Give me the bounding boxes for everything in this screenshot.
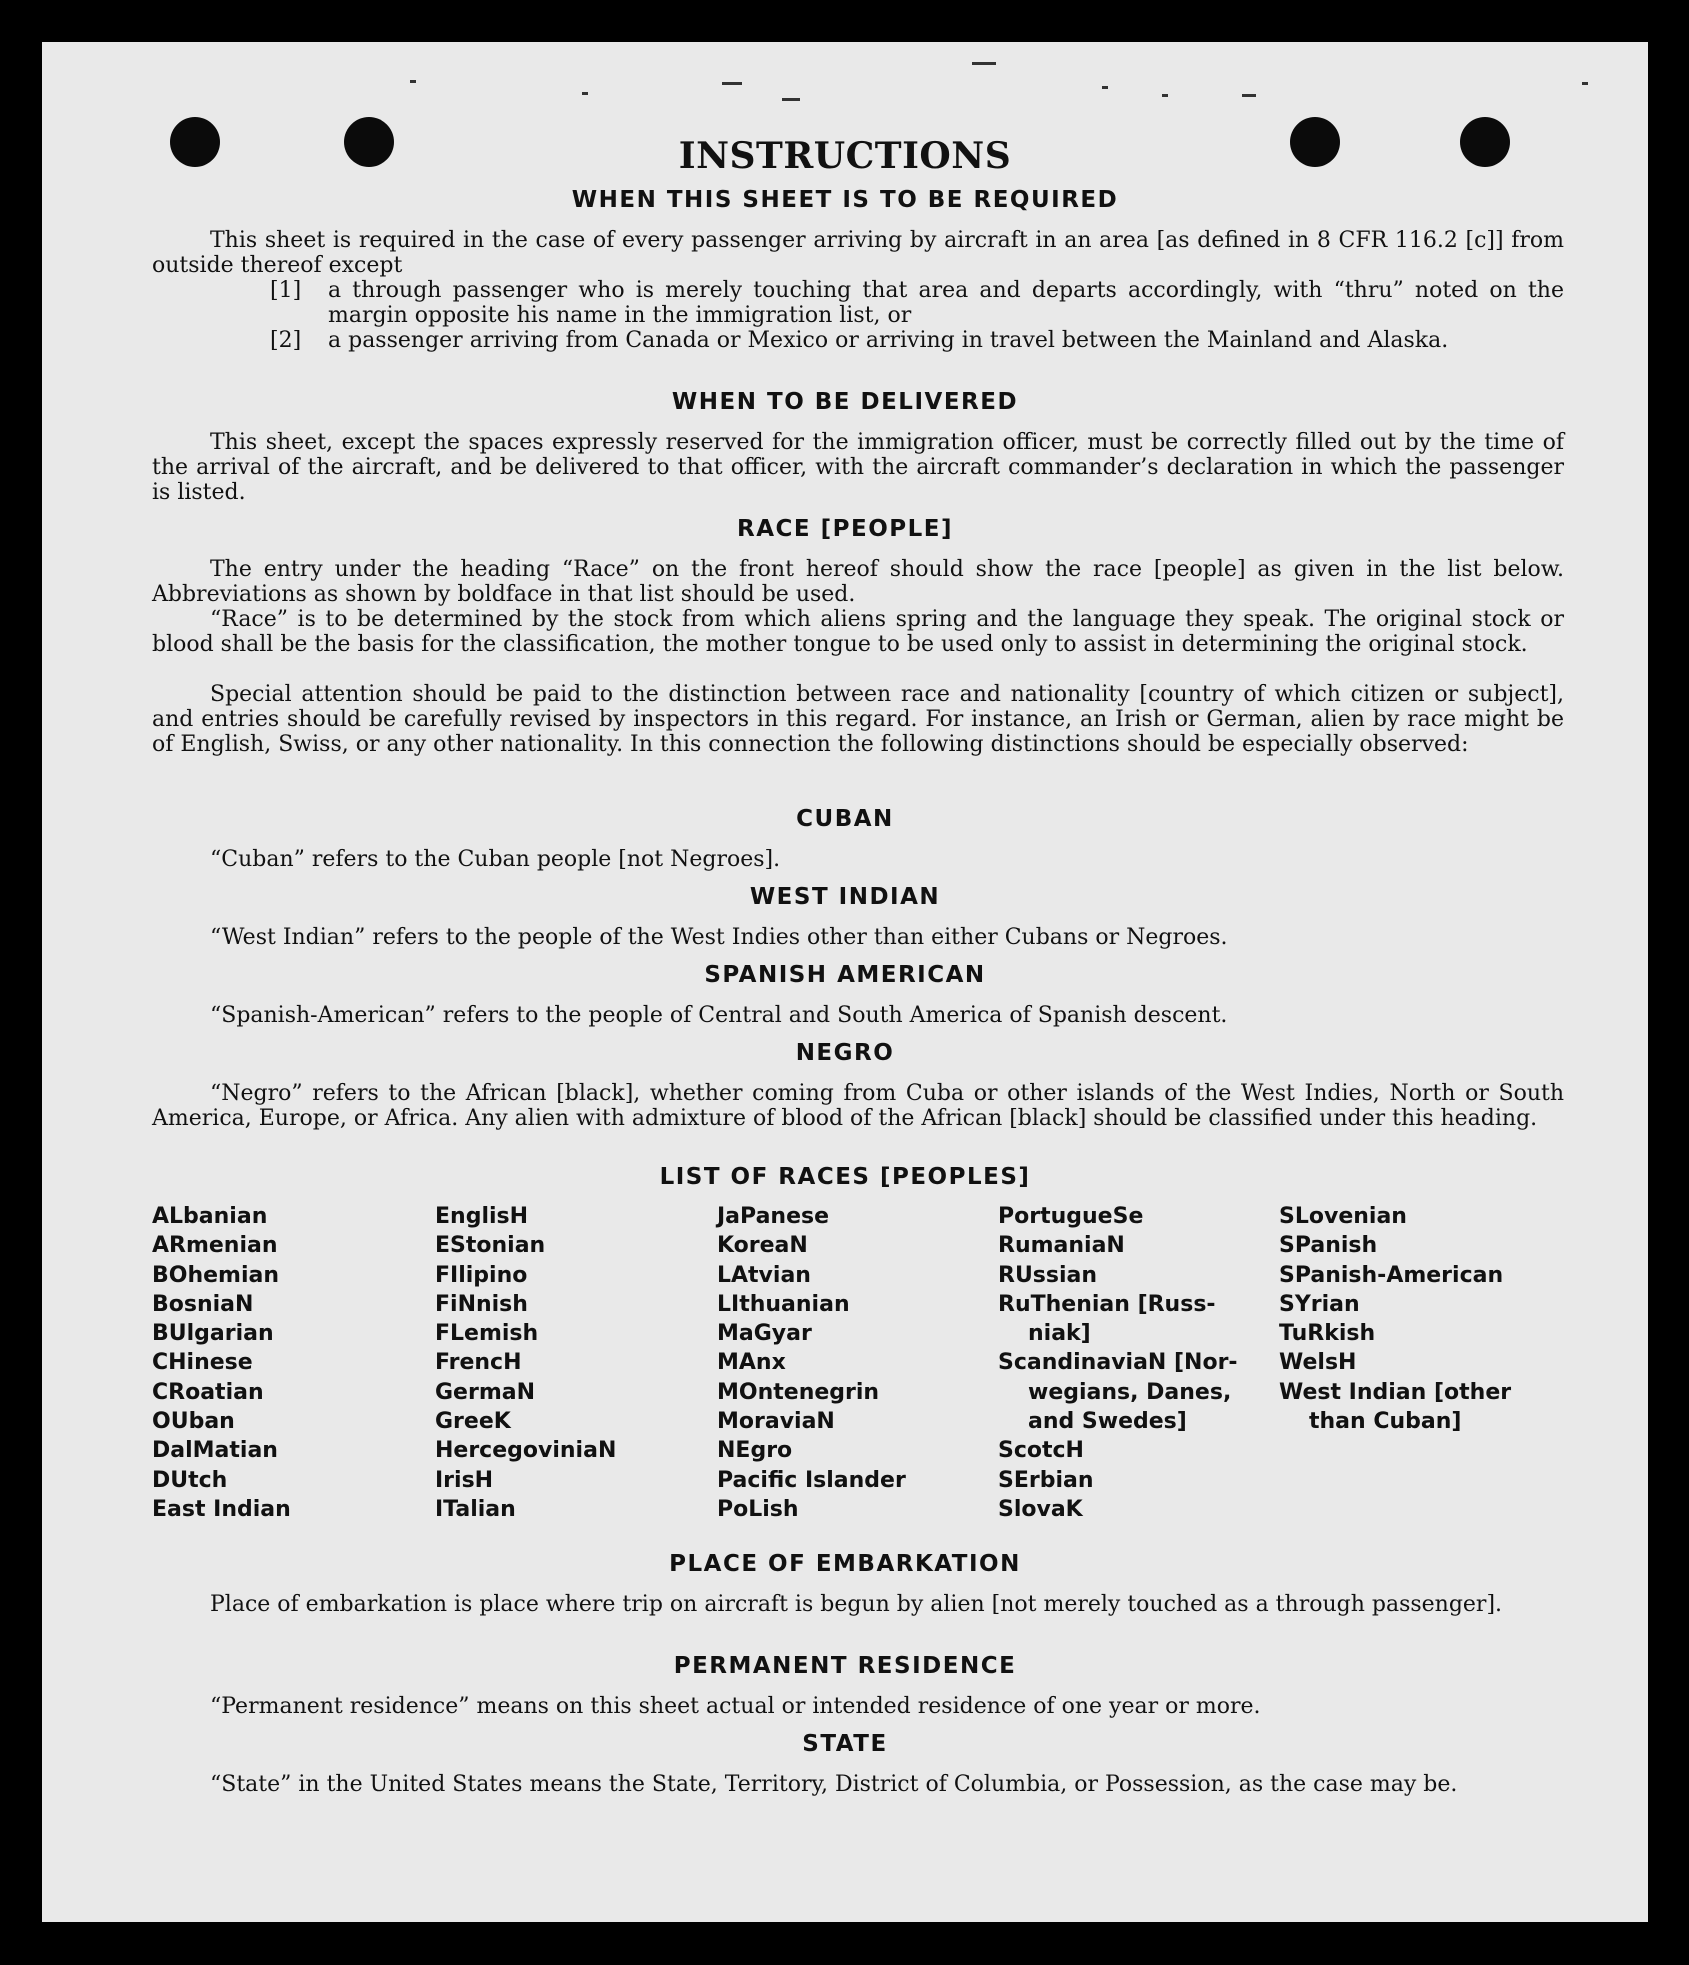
race-entry: West Indian [other — [1279, 1379, 1512, 1405]
race-entry: EStonian — [435, 1233, 546, 1259]
race-paragraph-2: “Race” is to be determined by the stock from which aliens spring and the language they speak. The original stock or blood shall be the basis for the classification, the mother tongue to be used only to assist in determining the original stock. — [152, 607, 1564, 657]
heading-negro: NEGRO — [795, 1040, 895, 1066]
race-entry: GermaN — [435, 1379, 536, 1405]
document-page — [42, 42, 1648, 1922]
race-entry: RuThenian [Russ- — [998, 1291, 1216, 1317]
required-intro: This sheet is required in the case of every passenger arriving by aircraft in an area [as defined in 8 CFR 116.2 [c]] from outside thereof except — [152, 228, 1564, 278]
negro-text: “Negro” refers to the African [black], whether coming from Cuba or other islands of the West Indies, North or South America, Europe, or Africa. Any alien with admixture of blood of the African [black] should be classified under this heading. — [152, 1081, 1564, 1131]
race-entry: FiNnish — [435, 1291, 528, 1317]
race-column — [1279, 1202, 1511, 1436]
cuban-text: “Cuban” refers to the Cuban people [not Negroes]. — [210, 847, 781, 872]
heading-state: STATE — [802, 1731, 888, 1757]
heading-required: WHEN THIS SHEET IS TO BE REQUIRED — [571, 187, 1119, 213]
race-entry: than Cuban] — [1309, 1409, 1462, 1435]
heading-delivered: WHEN TO BE DELIVERED — [671, 389, 1019, 415]
race-entry: CRoatian — [152, 1379, 264, 1405]
race-entry: BosniaN — [152, 1291, 254, 1317]
race-entry: RumaniaN — [998, 1233, 1125, 1259]
race-entry: TuRkish — [1279, 1321, 1376, 1347]
west-indian-text: “West Indian” refers to the people of the West Indies other than either Cubans or Negroes. — [210, 925, 1228, 950]
race-entry: ARmenian — [152, 1233, 278, 1259]
race-entry: RUssian — [998, 1262, 1098, 1288]
race-entry: LIthuanian — [717, 1291, 850, 1317]
race-column — [152, 1202, 291, 1524]
race-entry: WelsH — [1279, 1350, 1357, 1376]
heading-race: RACE [PEOPLE] — [737, 516, 953, 542]
race-column — [998, 1202, 1238, 1524]
spanish-american-text: “Spanish-American” refers to the people of Central and South America of Spanish descent. — [210, 1003, 1228, 1028]
race-entry: ScotcH — [998, 1438, 1084, 1464]
race-entry: PortugueSe — [998, 1204, 1144, 1229]
race-entry: and Swedes] — [1028, 1409, 1187, 1435]
race-entry: PoLish — [717, 1496, 799, 1522]
race-entry: BOhemian — [152, 1262, 280, 1288]
heading-spanish-american: SPANISH AMERICAN — [704, 962, 986, 988]
embarkation-text: Place of embarkation is place where trip on aircraft is begun by alien [not merely touched as a through passenger]. — [210, 1592, 1503, 1617]
delivered-text: This sheet, except the spaces expressly reserved for the immigration officer, must be correctly filled out by the time of the arrival of the aircraft, and be delivered to that officer, with the aircraft commander’s declaration in which the passenger is listed. — [152, 430, 1564, 505]
page-title: INSTRUCTIONS — [678, 135, 1012, 177]
race-entry: DUtch — [152, 1467, 228, 1493]
race-entry: SYrian — [1279, 1291, 1360, 1317]
speck — [410, 80, 416, 83]
speck — [1162, 94, 1168, 97]
race-column — [435, 1202, 616, 1524]
race-entry: GreeK — [435, 1409, 511, 1435]
heading-cuban: CUBAN — [796, 806, 894, 832]
race-entry: SErbian — [998, 1467, 1094, 1493]
race-entry: NEgro — [717, 1438, 793, 1464]
required-item — [270, 278, 1564, 328]
item-text: a through passenger who is merely touching that area and departs accordingly, with “thru” noted on the margin opposite his name in the immigration list, or — [328, 278, 1564, 328]
speck — [972, 62, 996, 65]
speck — [1242, 94, 1256, 97]
speck — [582, 92, 588, 95]
race-paragraph-3: Special attention should be paid to the distinction between race and nationality [country of which citizen or subject], and entries should be carefully revised by inspectors in this regard. For instance, an Irish or German, alien by race might be of English, Swiss, or any other nationality. In this connection the following distinctions should be especially observed: — [152, 682, 1564, 757]
race-entry: niak] — [1028, 1321, 1091, 1347]
race-entry: MoraviaN — [717, 1409, 835, 1435]
race-entry: ITalian — [435, 1496, 516, 1522]
heading-list-of-races: LIST OF RACES [PEOPLES] — [659, 1164, 1031, 1190]
race-entry: Pacific Islander — [717, 1467, 906, 1493]
heading-embarkation: PLACE OF EMBARKATION — [669, 1551, 1021, 1577]
race-entry: wegians, Danes, — [1028, 1379, 1232, 1405]
race-entry: ALbanian — [152, 1204, 268, 1229]
required-item — [270, 328, 1564, 353]
state-text: “State” in the United States means the State, Territory, District of Columbia, or Possession, as the case may be. — [210, 1772, 1458, 1797]
race-entry: EnglisH — [435, 1204, 529, 1229]
heading-residence: PERMANENT RESIDENCE — [673, 1653, 1017, 1679]
residence-text: “Permanent residence” means on this sheet actual or intended residence of one year or more. — [210, 1694, 1261, 1719]
race-entry: SlovaK — [998, 1496, 1083, 1522]
race-entry: MAnx — [717, 1350, 786, 1376]
race-entry: SPanish-American — [1279, 1262, 1504, 1288]
race-entry: SLovenian — [1279, 1204, 1407, 1229]
speck — [1102, 86, 1108, 89]
race-entry: KoreaN — [717, 1233, 808, 1259]
race-entry: BUlgarian — [152, 1321, 274, 1347]
item-number: [1] — [270, 278, 302, 303]
race-entry: IrisH — [435, 1467, 494, 1493]
speck — [782, 98, 800, 101]
race-entry: FIlipino — [435, 1262, 528, 1288]
race-entry: OUban — [152, 1409, 235, 1435]
speck — [722, 82, 742, 85]
speck — [1582, 82, 1588, 85]
heading-west-indian: WEST INDIAN — [749, 884, 941, 910]
race-entry: CHinese — [152, 1350, 253, 1376]
race-entry: HercegoviniaN — [435, 1438, 617, 1464]
race-entry: MOntenegrin — [717, 1379, 880, 1405]
race-entry: FrencH — [435, 1350, 522, 1376]
race-entry: JaPanese — [717, 1204, 830, 1229]
race-entry: SPanish — [1279, 1233, 1378, 1259]
item-number: [2] — [270, 328, 302, 353]
race-entry: FLemish — [435, 1321, 539, 1347]
item-text: a passenger arriving from Canada or Mexico or arriving in travel between the Mainland and Alaska. — [328, 328, 1449, 353]
race-entry: East Indian — [152, 1496, 291, 1522]
race-column — [717, 1202, 906, 1524]
race-entry: LAtvian — [717, 1262, 811, 1288]
race-entry: DalMatian — [152, 1438, 278, 1464]
race-paragraph-1: The entry under the heading “Race” on the front hereof should show the race [people] as given in the list below. Abbreviations as shown by boldface in that list should be used. — [152, 557, 1564, 607]
race-entry: ScandinaviaN [Nor- — [998, 1350, 1238, 1376]
race-entry: MaGyar — [717, 1321, 812, 1347]
